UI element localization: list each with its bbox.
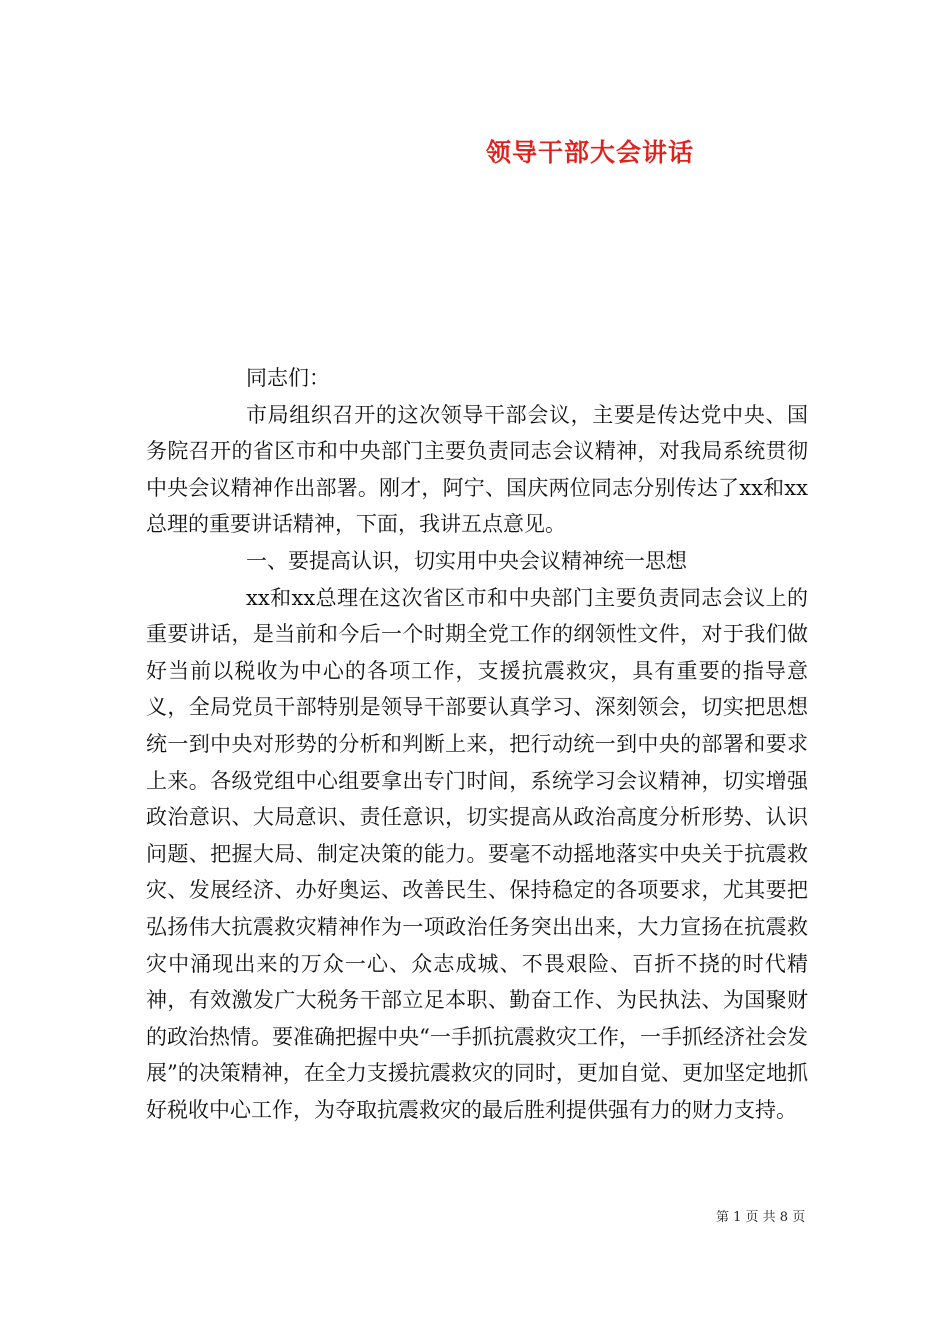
section-heading-1: 一、要提高认识，切实用中央会议精神统一思想	[246, 548, 687, 573]
salutation: 同志们：	[246, 366, 330, 390]
paragraph-intro: 市局组织召开的这次领导干部会议，主要是传达党中央、国务院召开的省区市和中央部门主要负责同志会议精神，对我局系统贯彻中央会议精神作出部署。刚才，阿宁、国庆两位同志分别传达了xx和xx总理的重要讲话精神，下面，我讲五点意见。	[146, 402, 808, 537]
document-body	[146, 360, 808, 1128]
page-number: 第 1 页 共 8 页	[716, 1210, 806, 1225]
paragraph-section-1: xx和xx总理在这次省区市和中央部门主要负责同志会议上的重要讲话，是当前和今后一个时期全党工作的纲领性文件，对于我们做好当前以税收为中心的各项工作，支援抗震救灾，具有重要的指导意义，全局党员干部特别是领导干部要认真学习、深刻领会，切实把思想统一到中央对形势的分析和判断上来，把行动统一到中央的部署和要求上来。各级党组中心组要拿出专门时间，系统学习会议精神，切实增强政治意识、大局意识、责任意识，切实提高从政治高度分析形势、认识问题、把握大局、制定决策的能力。要毫不动摇地落实中央关于抗震救灾、发展经济、办好奥运、改善民生、保持稳定的各项要求，尤其要把弘扬伟大抗震救灾精神作为一项政治任务突出出来，大力宣扬在抗震救灾中涌现出来的万众一心、众志成城、不畏艰险、百折不挠的时代精神，有效激发广大税务干部立足本职、勤奋工作、为民执法、为国聚财的政治热情。要准确把握中央“一手抓抗震救灾工作，一手抓经济社会发展”的决策精神，在全力支援抗震救灾的同时，更加自觉、更加坚定地抓好税收中心工作，为夺取抗震救灾的最后胜利提供强有力的财力支持。	[146, 585, 808, 1122]
document-title: 领导干部大会讲话	[485, 138, 694, 167]
